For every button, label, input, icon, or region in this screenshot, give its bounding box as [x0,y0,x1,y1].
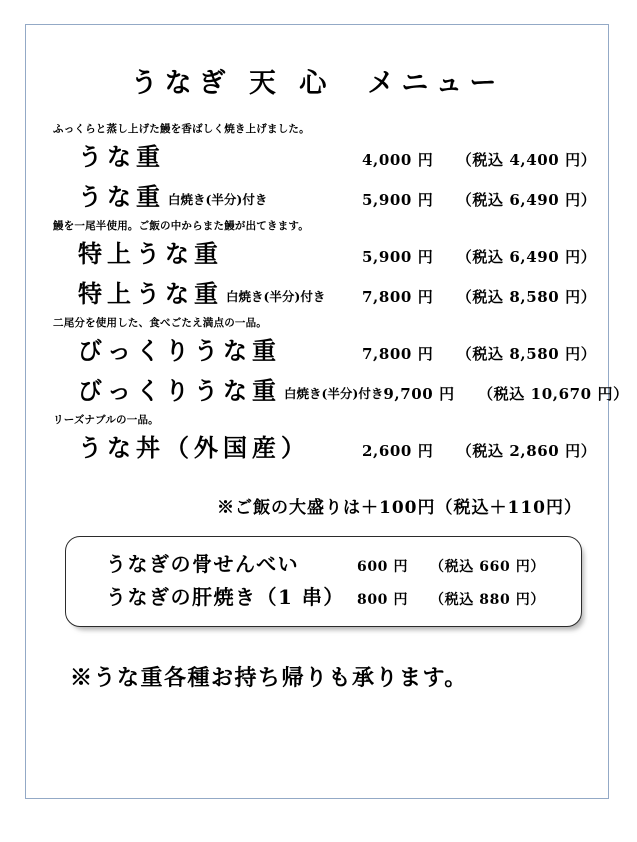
side-dish-row [82,548,565,580]
menu-item-price-col [362,440,597,463]
menu-item-name-wrap [48,138,168,175]
menu-item-tax-price: （税込 6,490 円） [456,248,597,267]
menu-item-name: うな丼（外国産） [78,433,310,463]
menu-item-name: 特上うな重 [78,239,223,269]
menu-item-price-col [362,246,597,269]
menu-item-name-wrap [48,332,284,369]
side-dish-box [65,536,582,627]
group-description: 二尾分を使用した、食べごたえ満点の一品。 [53,316,267,329]
menu-item-price: 9,700 円 [383,384,455,403]
menu-sheet [26,68,629,842]
menu-item-name: びっくりうな重 [78,336,281,366]
menu-item-tax-price: （税込 2,860 円） [456,442,597,461]
menu-item-sublabel: 白焼き(半分)付き [284,385,384,401]
side-dish-price: 600 円 [357,558,409,575]
side-dish-name: うなぎの骨せんべい [106,551,300,576]
menu-item-tax-price: （税込 6,490 円） [456,190,597,209]
menu-item-name-wrap [48,429,313,466]
menu-item-price-col [383,383,631,406]
menu-item-sublabel: 白焼き(半分)付き [226,288,326,304]
menu-item-price: 7,800 円 [362,345,434,364]
side-dish-price-col [357,556,565,576]
menu-item-name-wrap [48,178,267,215]
menu-item-price: 4,000 円 [362,151,434,170]
menu-item-name: うな重 [78,142,165,172]
menu-row [48,429,597,466]
menu-item-price-col [362,286,597,309]
menu-item-name-wrap [48,275,325,312]
side-dish-price: 800 円 [357,591,409,608]
menu-item-price: 7,800 円 [362,287,434,306]
menu-item-price-col [362,149,597,172]
side-dish-tax-price: （税込 660 円） [430,558,546,575]
group-description: リーズナブルの一品。 [53,413,159,426]
menu-item-tax-price: （税込 4,400 円） [456,151,597,170]
menu-item-tax-price: （税込 8,580 円） [456,345,597,364]
menu-group [48,219,597,312]
menu-item-name: うな重 [78,181,165,211]
menu-row [48,178,597,215]
side-dish-price-col [357,589,565,609]
menu-item-name: 特上うな重 [78,278,223,308]
menu-group [48,316,629,409]
menu-item-price: 2,600 円 [362,442,434,461]
menu-item-name-wrap [48,372,383,409]
menu-item-price: 5,900 円 [362,190,434,209]
menu-row [48,235,597,272]
side-dish-tax-price: （税込 880 円） [430,591,546,608]
menu-item-price-col [362,189,597,212]
page-title: うなぎ 天 心 メニュー [130,68,504,99]
menu-group [48,122,597,215]
menu-row [48,138,597,175]
menu-item-tax-price: （税込 8,580 円） [456,287,597,306]
group-description: 鰻を一尾半使用。ご飯の中からまた鰻が出てきます。 [53,219,309,232]
menu-group [48,413,597,467]
side-dish-name: うなぎの肝焼き（1 串） [106,584,345,609]
menu-item-sublabel: 白焼き(半分)付き [168,191,268,207]
menu-item-price-col [362,343,597,366]
menu-row [48,372,629,409]
menu-row [48,275,597,312]
large-portion-note: ※ご飯の大盛りは＋100円（税込＋110円） [217,497,582,518]
group-description: ふっくらと蒸し上げた鰻を香ばしく焼き上げました。 [53,122,310,135]
takeout-note: ※うな重各種お持ち帰りも承ります。 [70,664,468,691]
menu-row [48,332,597,369]
menu-content [26,122,629,692]
menu-page [25,24,629,799]
menu-item-name-wrap [48,235,226,272]
menu-item-price: 5,900 円 [362,248,434,267]
menu-item-name: びっくりうな重 [78,375,281,405]
menu-item-tax-price: （税込 10,670 円） [478,384,629,403]
side-dish-row [82,581,565,613]
